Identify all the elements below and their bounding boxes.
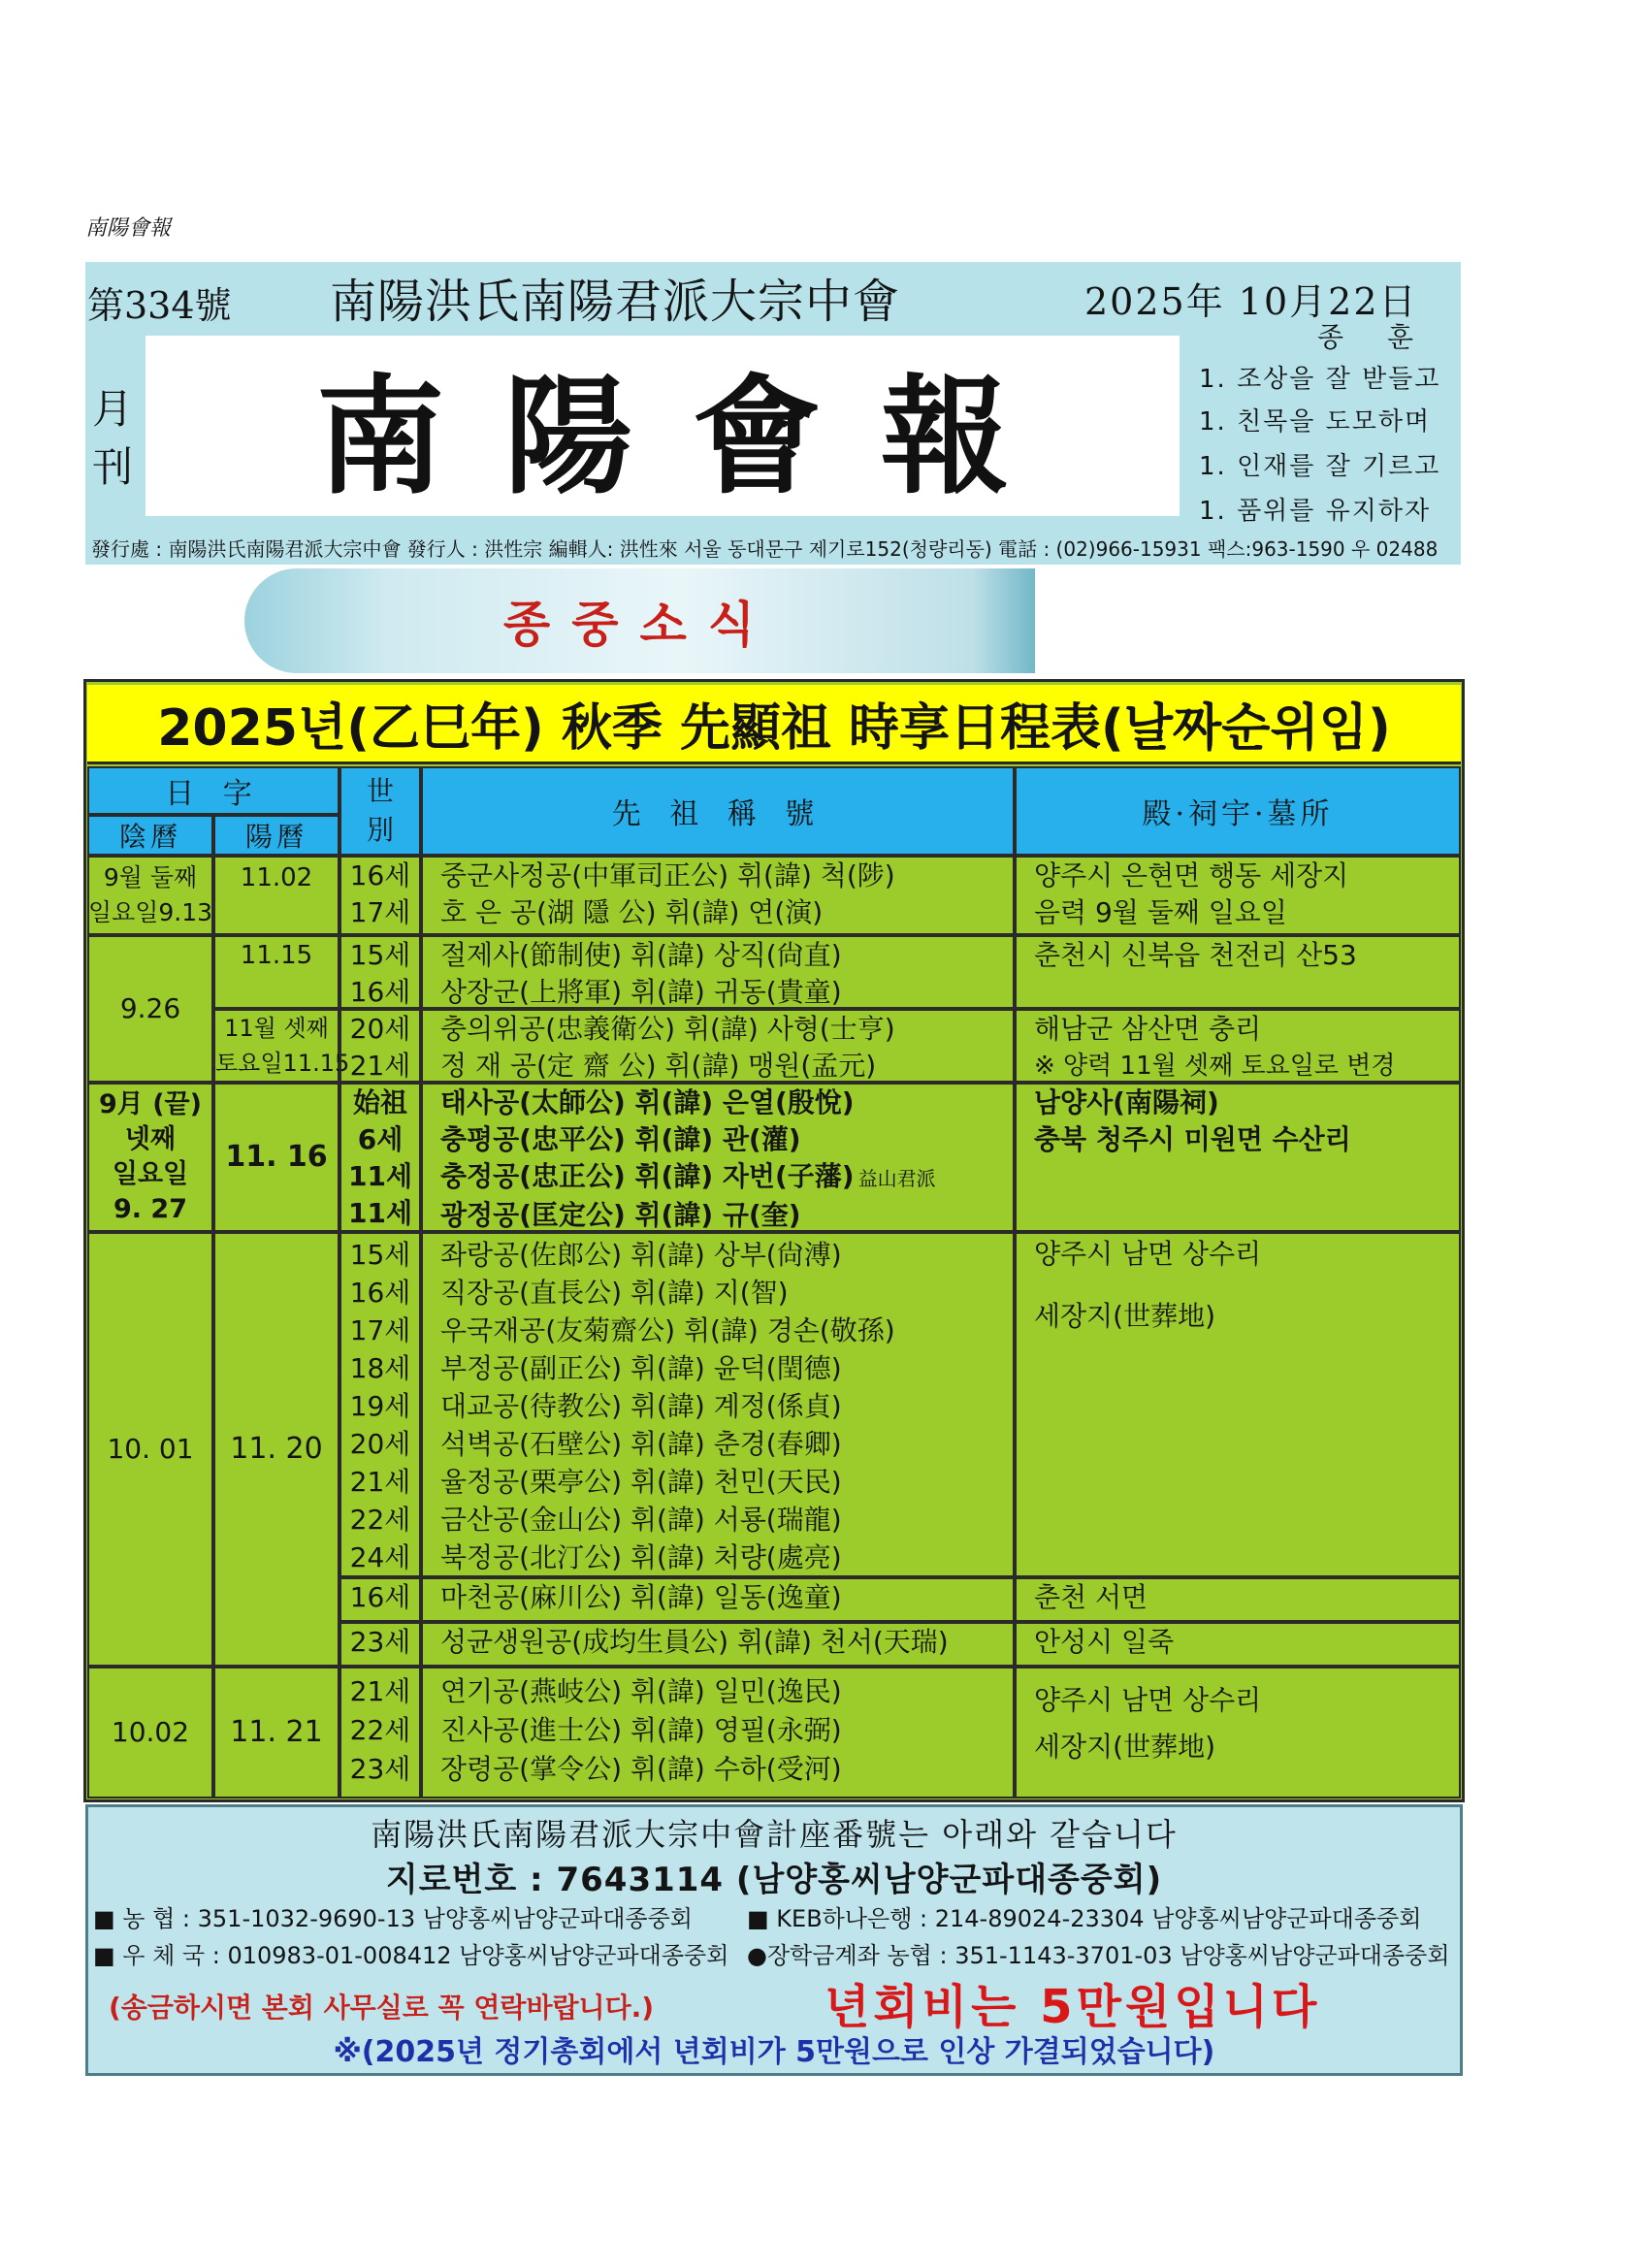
date-group-header: 日 字	[87, 766, 340, 815]
generation-cell: 23세	[340, 1622, 421, 1667]
lunar-date-cell: 9.26	[87, 935, 213, 1083]
schedule-title: 2025년(乙巳年) 秋季 先顯祖 時享日程表(날짜순위임)	[87, 685, 1461, 764]
ancestor-name: 진사공(進士公) 휘(諱) 영필(永弼)	[440, 1714, 842, 1746]
ancestor-name: 좌랑공(佐郎公) 휘(諱) 상부(尙溥)	[440, 1239, 842, 1271]
bank-account-line: ■ 우 체 국 : 010983-01-008412 남양홍씨남양군파대종중회	[93, 1942, 729, 1969]
ancestor-name: 북정공(北汀公) 휘(諱) 처량(處亮)	[440, 1541, 842, 1573]
ancestor-name: 중군사정공(中軍司正公) 휘(諱) 척(陟)	[440, 859, 895, 891]
solar-date-cell: 11.15	[213, 935, 340, 1009]
place-cell: 안성시 일죽	[1015, 1622, 1461, 1667]
ancestor-cell	[421, 1622, 1015, 1667]
ancestor-cell	[421, 856, 1015, 935]
place-cell: 춘천 서면	[1015, 1577, 1461, 1622]
lunar-header: 陰曆	[87, 815, 213, 856]
generation-cell: 16세	[340, 1577, 421, 1622]
ancestor-name: 장령공(掌令公) 휘(諱) 수하(受河)	[440, 1753, 842, 1785]
solar-header: 陽曆	[213, 815, 340, 856]
ancestor-cell	[421, 1009, 1015, 1083]
lunar-date-cell: 9月 (끝) 넷째 일요일 9. 27	[87, 1083, 213, 1232]
solar-date-cell: 11. 16	[213, 1083, 340, 1232]
ancestor-name: 충평공(忠平公) 휘(諱) 관(灌)	[440, 1123, 801, 1155]
motto-item: 1. 조상을 잘 받들고	[1199, 365, 1441, 394]
lunar-date-cell: 10.02	[87, 1667, 213, 1798]
account-title: 南陽洪氏南陽君派大宗中會計座番號는 아래와 같습니다	[371, 1816, 1178, 1853]
generation-cell: 始祖 6세 11세 11세	[340, 1083, 421, 1232]
ancestor-name: 금산공(金山公) 휘(諱) 서룡(瑞龍)	[440, 1504, 842, 1536]
place-cell: 남양사(南陽祠) 충북 청주시 미원면 수산리	[1015, 1083, 1461, 1232]
motto-item: 1. 인재를 잘 기르고	[1199, 452, 1441, 481]
ancestor-name: 태사공(太師公) 휘(諱) 은열(殷悅)	[440, 1086, 855, 1118]
place-header: 殿·祠宇·墓所	[1015, 766, 1461, 856]
ancestor-name: 율정공(栗亭公) 휘(諱) 천민(天民)	[440, 1466, 842, 1498]
generation-cell: 15세 16세	[340, 935, 421, 1009]
solar-date-cell: 11. 20	[213, 1232, 340, 1667]
sub-lineage-note: 益山君派	[857, 1167, 936, 1190]
solar-date-cell: 11월 셋째 토요일11.15	[213, 1009, 340, 1083]
lunar-date-cell: 10. 01	[87, 1232, 213, 1667]
publication-date: 2025年 10月22日	[1084, 280, 1418, 323]
ancestor-name: 대교공(待教公) 휘(諱) 계정(係貞)	[440, 1390, 842, 1422]
solar-date-cell: 11.02	[213, 856, 340, 935]
ancestor-cell	[421, 1232, 1015, 1577]
ancestor-cell	[421, 935, 1015, 1009]
issue-number: 第334號	[87, 284, 232, 327]
monthly-label: 月 刊	[91, 385, 133, 491]
ancestor-name: 직장공(直長公) 휘(諱) 지(智)	[440, 1277, 789, 1309]
place-cell: 춘천시 신북읍 천전리 산53	[1015, 935, 1461, 1009]
small-masthead-label: 南陽會報	[85, 216, 172, 241]
motto-title: 종 훈	[1317, 321, 1431, 353]
contact-note: (송금하시면 본회 사무실로 꼭 연락바랍니다.)	[109, 1992, 655, 2024]
ancestor-name: 절제사(節制使) 휘(諱) 상직(尙直)	[440, 939, 842, 971]
annual-fee-notice: 년회비는 5만원입니다	[824, 1980, 1321, 2034]
ancestor-name: 광정공(匡定公) 휘(諱) 규(奎)	[440, 1199, 801, 1231]
fee-raise-note: ※(2025년 정기총회에서 년회비가 5만원으로 인상 가결되었습니다)	[333, 2035, 1215, 2069]
motto-item: 1. 친목을 도모하며	[1199, 407, 1432, 437]
generation-cell: 16세 17세	[340, 856, 421, 935]
ancestor-name: 연기공(燕岐公) 휘(諱) 일민(逸民)	[440, 1675, 842, 1707]
lunar-date-cell: 9월 둘째 일요일9.13	[87, 856, 213, 935]
ancestor-cell	[421, 1667, 1015, 1798]
bank-account-line: ■ KEB하나은행 : 214-89024-23304 남양홍씨남양군파대종중회	[747, 1905, 1422, 1932]
bank-account-line: ■ 농 협 : 351-1032-9690-13 남양홍씨남양군파대종중회	[93, 1905, 693, 1932]
place-cell: 양주시 남면 상수리 세장지(世葬地)	[1015, 1232, 1461, 1577]
ancestor-cell	[421, 1577, 1015, 1622]
generation-cell: 20세 21세	[340, 1009, 421, 1083]
ancestor-name: 마천공(麻川公) 휘(諱) 일동(逸童)	[440, 1581, 842, 1613]
scholarship-account-line: ●장학금계좌 농협 : 351-1143-3701-03 남양홍씨남양군파대종중회	[747, 1942, 1450, 1969]
place-cell: 양주시 남면 상수리 세장지(世葬地)	[1015, 1667, 1461, 1798]
ancestor-name: 정 재 공(定 齋 公) 휘(諱) 맹원(孟元)	[440, 1050, 877, 1082]
motto-item: 1. 품위를 유지하자	[1199, 497, 1432, 526]
ancestor-name: 우국재공(友菊齋公) 휘(諱) 경손(敬孫)	[440, 1314, 895, 1346]
giro-number: 지로번호 : 7643114 (남양홍씨남양군파대종중회)	[385, 1861, 1163, 1899]
place-cell: 양주시 은현면 행동 세장지 음력 9월 둘째 일요일	[1015, 856, 1461, 935]
ancestor-name: 충정공(忠正公) 휘(諱) 자번(子藩) 益山君派	[440, 1160, 936, 1192]
section-title: 종중소식	[502, 597, 777, 653]
ancestor-name: 충의위공(忠義衛公) 휘(諱) 사형(士亨)	[440, 1013, 895, 1045]
publisher-info: 發行處 : 南陽洪氏南陽君派大宗中會 發行人 : 洪性宗 編輯人: 洪性來 서울 동대문구 제기로152(청량리동) 電話 : (02)966-15931 팩스:963-1590 우 02488	[91, 537, 1439, 561]
ancestor-name: 부정공(副正公) 휘(諱) 윤덕(閏德)	[440, 1352, 842, 1384]
ancestor-name: 상장군(上將軍) 휘(諱) 귀동(貴童)	[440, 976, 842, 1008]
masthead-calligraphy: 南陽會報	[316, 362, 1069, 512]
ancestor-header: 先 祖 稱 號	[421, 766, 1015, 856]
generation-cell: 15세 16세 17세 18세 19세 20세 21세 22세 24세	[340, 1232, 421, 1577]
solar-date-cell: 11. 21	[213, 1667, 340, 1798]
ancestor-cell	[421, 1083, 1015, 1232]
ancestor-name: 석벽공(石壁公) 휘(諱) 춘경(春卿)	[440, 1428, 842, 1460]
organization-title: 南陽洪氏南陽君派大宗中會	[330, 275, 901, 329]
generation-header: 世 別	[340, 766, 421, 856]
generation-cell: 21세 22세 23세	[340, 1667, 421, 1798]
place-cell: 해남군 삼산면 충리 ※ 양력 11월 셋째 토요일로 변경	[1015, 1009, 1461, 1083]
ancestor-name: 성균생원공(成均生員公) 휘(諱) 천서(天瑞)	[440, 1626, 949, 1658]
ancestor-name: 호 은 공(湖 隱 公) 휘(諱) 연(演)	[440, 896, 824, 928]
